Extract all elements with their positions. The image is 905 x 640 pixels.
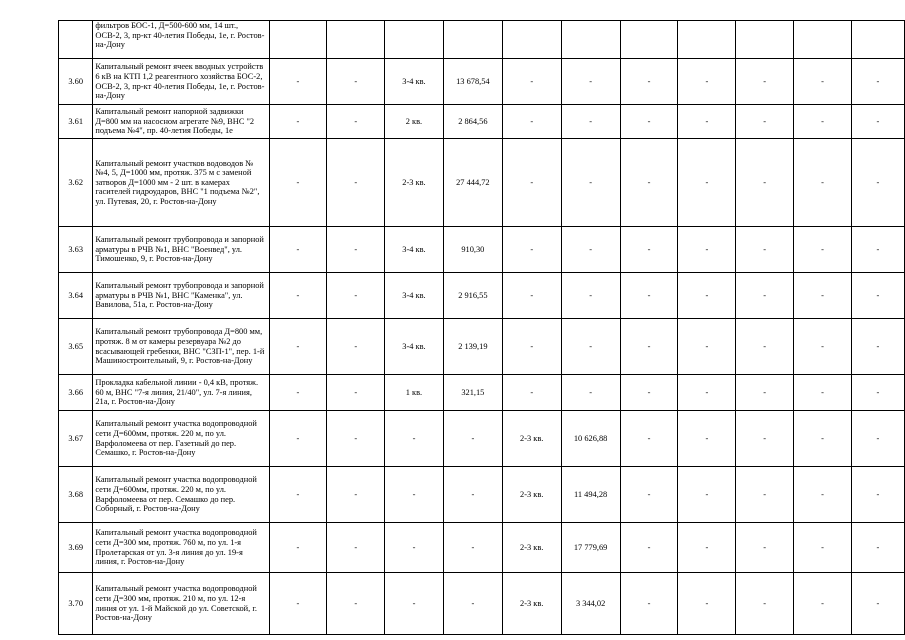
value-cell: 17 779,69 bbox=[561, 523, 620, 573]
value-cell: - bbox=[851, 523, 904, 573]
value-cell: - bbox=[620, 573, 678, 635]
value-cell: 11 494,28 bbox=[561, 467, 620, 523]
value-cell: - bbox=[620, 467, 678, 523]
row-number: 3.63 bbox=[59, 227, 93, 273]
table-row bbox=[59, 467, 905, 523]
value-cell: - bbox=[561, 59, 620, 105]
value-cell: 3-4 кв. bbox=[385, 227, 444, 273]
value-cell: - bbox=[561, 375, 620, 411]
value-cell: - bbox=[443, 523, 502, 573]
value-cell: - bbox=[327, 139, 385, 227]
work-description: Капитальный ремонт участка водопроводной сети Д=600мм, протяж. 220 м, по ул. Варфоломеева от пер. Семашко до пер. Соборный, г. Ростов-на-Дону bbox=[93, 467, 269, 523]
work-description: Капитальный ремонт участка водопроводной сети Д=300 мм, протяж. 210 м, по ул. 12-я линия от ул. 1-й Майской до ул. Советской, г. Ростов-на-Дону bbox=[93, 573, 269, 635]
value-cell: - bbox=[502, 319, 561, 375]
value-cell: - bbox=[620, 59, 678, 105]
table-row bbox=[59, 573, 905, 635]
value-cell: - bbox=[678, 273, 736, 319]
value-cell: - bbox=[736, 139, 794, 227]
value-cell: - bbox=[385, 411, 444, 467]
value-cell: - bbox=[736, 227, 794, 273]
table-row bbox=[59, 375, 905, 411]
value-cell: - bbox=[443, 467, 502, 523]
value-cell: - bbox=[794, 59, 852, 105]
value-cell: - bbox=[678, 411, 736, 467]
work-description: фильтров БОС-1, Д=500-600 мм, 14 шт., ОСВ-2, 3, пр-кт 40-летия Победы, 1е, г. Ростов-на-Дону bbox=[93, 21, 269, 59]
value-cell: - bbox=[851, 59, 904, 105]
value-cell: - bbox=[502, 273, 561, 319]
work-description: Капитальный ремонт участка водопроводной сети Д=600мм, протяж. 220 м, по ул. Варфоломеева от пер. Газетный до пер. Семашко, г. Ростов-на-Дону bbox=[93, 411, 269, 467]
value-cell: - bbox=[327, 467, 385, 523]
value-cell: - bbox=[620, 273, 678, 319]
row-number: 3.68 bbox=[59, 467, 93, 523]
value-cell bbox=[269, 21, 327, 59]
works-table bbox=[58, 20, 905, 635]
value-cell: - bbox=[678, 523, 736, 573]
value-cell: - bbox=[269, 467, 327, 523]
value-cell: - bbox=[851, 319, 904, 375]
value-cell: - bbox=[327, 273, 385, 319]
value-cell: - bbox=[269, 227, 327, 273]
value-cell: - bbox=[620, 139, 678, 227]
value-cell: - bbox=[385, 523, 444, 573]
value-cell: 910,30 bbox=[443, 227, 502, 273]
value-cell bbox=[561, 21, 620, 59]
value-cell: - bbox=[269, 59, 327, 105]
value-cell: 2 кв. bbox=[385, 105, 444, 139]
table-row bbox=[59, 59, 905, 105]
value-cell: - bbox=[736, 59, 794, 105]
value-cell: - bbox=[327, 573, 385, 635]
value-cell: - bbox=[851, 227, 904, 273]
value-cell: - bbox=[678, 59, 736, 105]
value-cell: 1 кв. bbox=[385, 375, 444, 411]
value-cell: 3-4 кв. bbox=[385, 59, 444, 105]
value-cell: 2 139,19 bbox=[443, 319, 502, 375]
value-cell: - bbox=[620, 411, 678, 467]
table-row bbox=[59, 523, 905, 573]
value-cell: - bbox=[678, 139, 736, 227]
work-description: Капитальный ремонт трубопровода и запорной арматуры в РЧВ №1, ВНС "Военвед", ул. Тимошенко, 9, г. Ростов-на-Дону bbox=[93, 227, 269, 273]
value-cell: - bbox=[851, 467, 904, 523]
value-cell: 2 864,56 bbox=[443, 105, 502, 139]
value-cell: - bbox=[269, 573, 327, 635]
value-cell bbox=[502, 21, 561, 59]
value-cell: 2-3 кв. bbox=[502, 573, 561, 635]
work-description: Капитальный ремонт участка водопроводной сети Д=300 мм, протяж. 760 м, по ул. 1-я Пролетарская от ул. 3-я линия до ул. 19-я линия, г. Ростов-на-Дону bbox=[93, 523, 269, 573]
value-cell: - bbox=[794, 523, 852, 573]
value-cell: - bbox=[678, 319, 736, 375]
value-cell: - bbox=[678, 375, 736, 411]
value-cell: - bbox=[561, 273, 620, 319]
value-cell: 2 916,55 bbox=[443, 273, 502, 319]
row-number bbox=[59, 21, 93, 59]
table-row bbox=[59, 139, 905, 227]
table-row bbox=[59, 319, 905, 375]
row-number: 3.62 bbox=[59, 139, 93, 227]
work-description: Капитальный ремонт ячеек вводных устройств 6 кВ на КТП 1,2 реагентного хозяйства БОС-2, ОСВ-2, 3, пр-кт 40-летия Победы, 1е, г. Ростов-на-Дону bbox=[93, 59, 269, 105]
value-cell: - bbox=[620, 105, 678, 139]
table-row bbox=[59, 411, 905, 467]
value-cell: 3-4 кв. bbox=[385, 273, 444, 319]
value-cell: - bbox=[794, 319, 852, 375]
value-cell: - bbox=[269, 319, 327, 375]
row-number: 3.61 bbox=[59, 105, 93, 139]
value-cell: - bbox=[561, 227, 620, 273]
value-cell: - bbox=[561, 105, 620, 139]
row-number: 3.64 bbox=[59, 273, 93, 319]
value-cell: - bbox=[620, 375, 678, 411]
value-cell: - bbox=[327, 523, 385, 573]
value-cell: - bbox=[502, 375, 561, 411]
table-row bbox=[59, 227, 905, 273]
value-cell: - bbox=[443, 573, 502, 635]
value-cell: - bbox=[794, 573, 852, 635]
value-cell: - bbox=[736, 467, 794, 523]
value-cell: - bbox=[678, 227, 736, 273]
value-cell: - bbox=[269, 273, 327, 319]
value-cell: 3 344,02 bbox=[561, 573, 620, 635]
work-description: Капитальный ремонт участков водоводов №№4, 5, Д=1000 мм, протяж. 375 м с заменой затворов Д=1000 мм - 2 шт. в камерах гасителей гидроударов, ВНС "1 подъема №2", ул. Путевая, 20, г. Ростов-на-Дону bbox=[93, 139, 269, 227]
value-cell: 2-3 кв. bbox=[385, 139, 444, 227]
value-cell: - bbox=[851, 139, 904, 227]
value-cell: - bbox=[736, 573, 794, 635]
value-cell: - bbox=[327, 59, 385, 105]
row-number: 3.69 bbox=[59, 523, 93, 573]
value-cell bbox=[443, 21, 502, 59]
value-cell: - bbox=[561, 139, 620, 227]
value-cell: - bbox=[561, 319, 620, 375]
row-number: 3.60 bbox=[59, 59, 93, 105]
value-cell bbox=[678, 21, 736, 59]
value-cell: 27 444,72 bbox=[443, 139, 502, 227]
value-cell: - bbox=[736, 411, 794, 467]
value-cell: - bbox=[851, 375, 904, 411]
value-cell: - bbox=[269, 375, 327, 411]
value-cell: - bbox=[794, 273, 852, 319]
row-number: 3.65 bbox=[59, 319, 93, 375]
value-cell: - bbox=[794, 139, 852, 227]
table-row bbox=[59, 21, 905, 59]
value-cell: - bbox=[502, 139, 561, 227]
value-cell: - bbox=[502, 227, 561, 273]
value-cell bbox=[620, 21, 678, 59]
value-cell: 2-3 кв. bbox=[502, 411, 561, 467]
value-cell: - bbox=[736, 375, 794, 411]
value-cell: 3-4 кв. bbox=[385, 319, 444, 375]
value-cell: - bbox=[269, 523, 327, 573]
value-cell: - bbox=[620, 523, 678, 573]
value-cell: - bbox=[620, 227, 678, 273]
value-cell bbox=[736, 21, 794, 59]
value-cell: - bbox=[851, 105, 904, 139]
value-cell: - bbox=[851, 573, 904, 635]
value-cell: 2-3 кв. bbox=[502, 523, 561, 573]
row-number: 3.70 bbox=[59, 573, 93, 635]
value-cell: - bbox=[269, 105, 327, 139]
value-cell: - bbox=[794, 467, 852, 523]
value-cell: - bbox=[327, 319, 385, 375]
value-cell: - bbox=[327, 375, 385, 411]
work-description: Прокладка кабельной линии - 0,4 кВ, протяж. 60 м, ВНС "7-я линия, 21/40", ул. 7-я линия, 21а, г. Ростов-на-Дону bbox=[93, 375, 269, 411]
value-cell: - bbox=[794, 411, 852, 467]
value-cell bbox=[851, 21, 904, 59]
table-row bbox=[59, 273, 905, 319]
value-cell: - bbox=[851, 411, 904, 467]
value-cell: - bbox=[327, 105, 385, 139]
value-cell bbox=[385, 21, 444, 59]
value-cell: - bbox=[851, 273, 904, 319]
work-description: Капитальный ремонт напорной задвижки Д=800 мм на насосном агрегате №9, ВНС "2 подъема №4", пр. 40-летия Победы, 1е bbox=[93, 105, 269, 139]
work-description: Капитальный ремонт трубопровода Д=800 мм, протяж. 8 м от камеры резервуара №2 до всасывающей гребенки, ВНС "СЗП-1", пер. 1-й Машиностроительный, 9, г. Ростов-на-Дону bbox=[93, 319, 269, 375]
value-cell: - bbox=[327, 411, 385, 467]
value-cell: - bbox=[385, 467, 444, 523]
value-cell: - bbox=[269, 411, 327, 467]
value-cell: - bbox=[678, 573, 736, 635]
table-row bbox=[59, 105, 905, 139]
value-cell: - bbox=[327, 227, 385, 273]
value-cell: - bbox=[269, 139, 327, 227]
value-cell: - bbox=[794, 105, 852, 139]
row-number: 3.66 bbox=[59, 375, 93, 411]
value-cell: - bbox=[385, 573, 444, 635]
value-cell: 321,15 bbox=[443, 375, 502, 411]
value-cell: - bbox=[794, 227, 852, 273]
value-cell: 2-3 кв. bbox=[502, 467, 561, 523]
value-cell: - bbox=[678, 105, 736, 139]
value-cell: - bbox=[736, 105, 794, 139]
value-cell: - bbox=[736, 319, 794, 375]
value-cell: - bbox=[443, 411, 502, 467]
value-cell bbox=[794, 21, 852, 59]
value-cell bbox=[327, 21, 385, 59]
value-cell: - bbox=[502, 105, 561, 139]
value-cell: - bbox=[678, 467, 736, 523]
value-cell: - bbox=[620, 319, 678, 375]
value-cell: - bbox=[736, 273, 794, 319]
work-description: Капитальный ремонт трубопровода и запорной арматуры в РЧВ №1, ВНС "Каменка", ул. Вавилова, 51а, г. Ростов-на-Дону bbox=[93, 273, 269, 319]
value-cell: - bbox=[794, 375, 852, 411]
value-cell: - bbox=[502, 59, 561, 105]
row-number: 3.67 bbox=[59, 411, 93, 467]
value-cell: 10 626,88 bbox=[561, 411, 620, 467]
value-cell: - bbox=[736, 523, 794, 573]
value-cell: 13 678,54 bbox=[443, 59, 502, 105]
